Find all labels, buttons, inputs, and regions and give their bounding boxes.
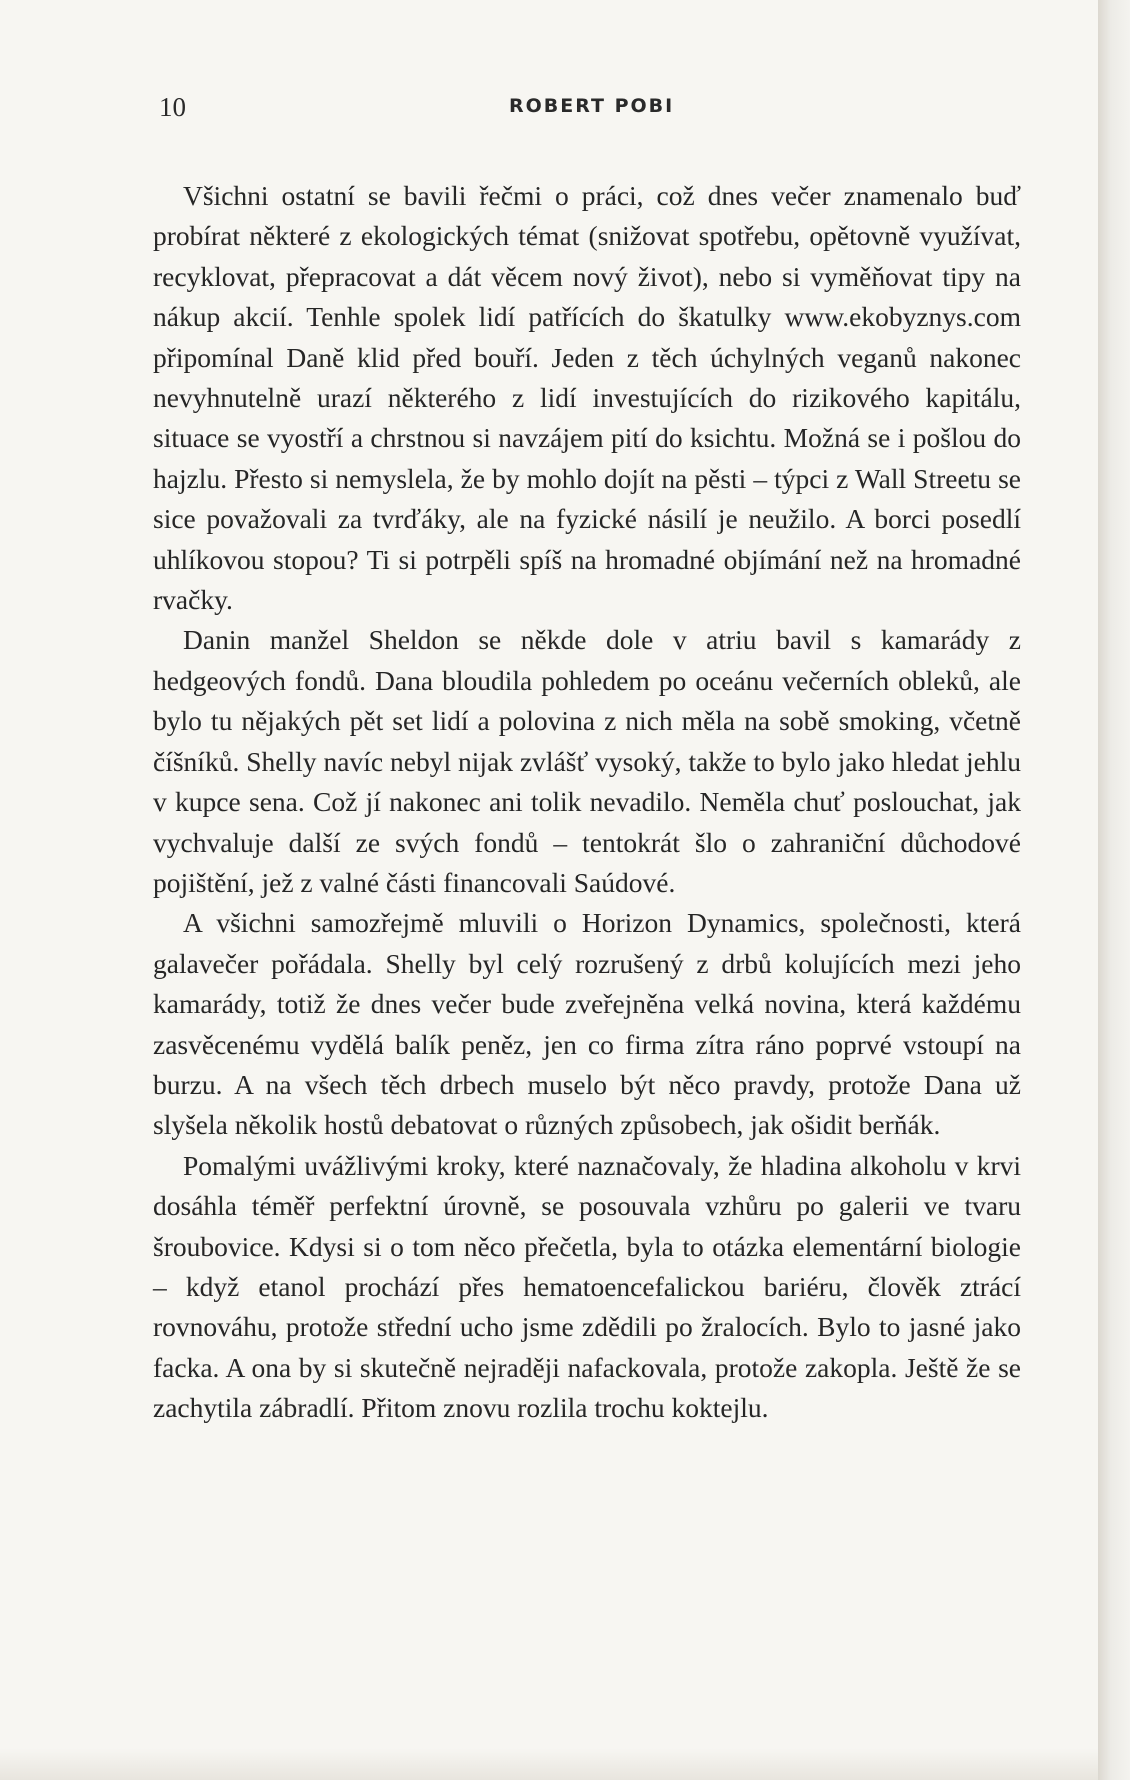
page-number: 10 (159, 92, 186, 122)
page-header (159, 92, 1019, 132)
body-text (153, 176, 1021, 1429)
paragraph-1: Všichni ostatní se bavili řečmi o práci, což dnes večer znamenalo buď probírat některé z ekologických témat (snižovat spotřebu, opětovně využívat, recyklovat, přepracovat a dát věcem nový život), nebo si vyměňovat tipy na nákup akcií. Tenhle spolek lidí patřících do škatulky www.ekobyznys.com připomínal Daně klid před bouří. Jeden z těch úchylných veganů nakonec nevyhnutelně urazí některého z lidí investujících do rizikového kapitálu, situace se vyostří a chrstnou si navzájem pití do ksichtu. Možná se i pošlou do hajzlu. Přesto si nemyslela, že by mohlo dojít na pěsti – týpci z Wall Streetu se sice považovali za tvrďáky, ale na fyzické násilí je neužilo. A borci posedlí uhlíkovou stopou? Ti si potrpěli spíš na hromadné objímání než na hromadné rvačky. (153, 180, 1021, 616)
running-head-author: ROBERT POBI (509, 95, 675, 117)
page-side-edge (1098, 0, 1130, 1780)
page-bottom-edge (0, 1748, 1098, 1780)
paragraph-3: A všichni samozřejmě mluvili o Horizon Dynamics, společnosti, která galavečer pořádala. Shelly byl celý rozrušený z drbů kolujících mezi jeho kamarády, totiž že dnes večer bude zveřejněna velká novina, která každému zasvěcenému vydělá balík peněz, jen co firma zítra ráno poprvé vstoupí na burzu. A na všech těch drbech muselo být něco pravdy, protože Dana už slyšela několik hostů debatovat o různých způsobech, jak ošidit berňák. (153, 907, 1021, 1141)
paragraph-4: Pomalými uvážlivými kroky, které naznačovaly, že hladina alkoholu v krvi dosáhla téměř perfektní úrovně, se posouvala vzhůru po galerii ve tvaru šroubovice. Kdysi si o tom něco přečetla, byla to otázka elementární biologie – když etanol prochází přes hematoencefalickou bariéru, člověk ztrácí rovnováhu, protože střední ucho jsme zdědili po žralocích. Bylo to jasné jako facka. A ona by si skutečně nejraději nafackovala, protože zakopla. Ještě že se zachytila zábradlí. Přitom znovu rozlila trochu koktejlu. (153, 1149, 1021, 1424)
paragraph-2: Danin manžel Sheldon se někde dole v atriu bavil s kamarády z hedgeových fondů. Dana bloudila pohledem po oceánu večerních obleků, ale bylo tu nějakých pět set lidí a polovina z nich měla na sobě smoking, včetně číšníků. Shelly navíc nebyl nijak zvlášť vysoký, takže to bylo jako hledat jehlu v kupce sena. Což jí nakonec ani tolik nevadilo. Neměla chuť poslouchat, jak vychvaluje další ze svých fondů – tentokrát šlo o zahraniční důchodové pojištění, jež z valné části financovali Saúdové. (153, 624, 1021, 898)
